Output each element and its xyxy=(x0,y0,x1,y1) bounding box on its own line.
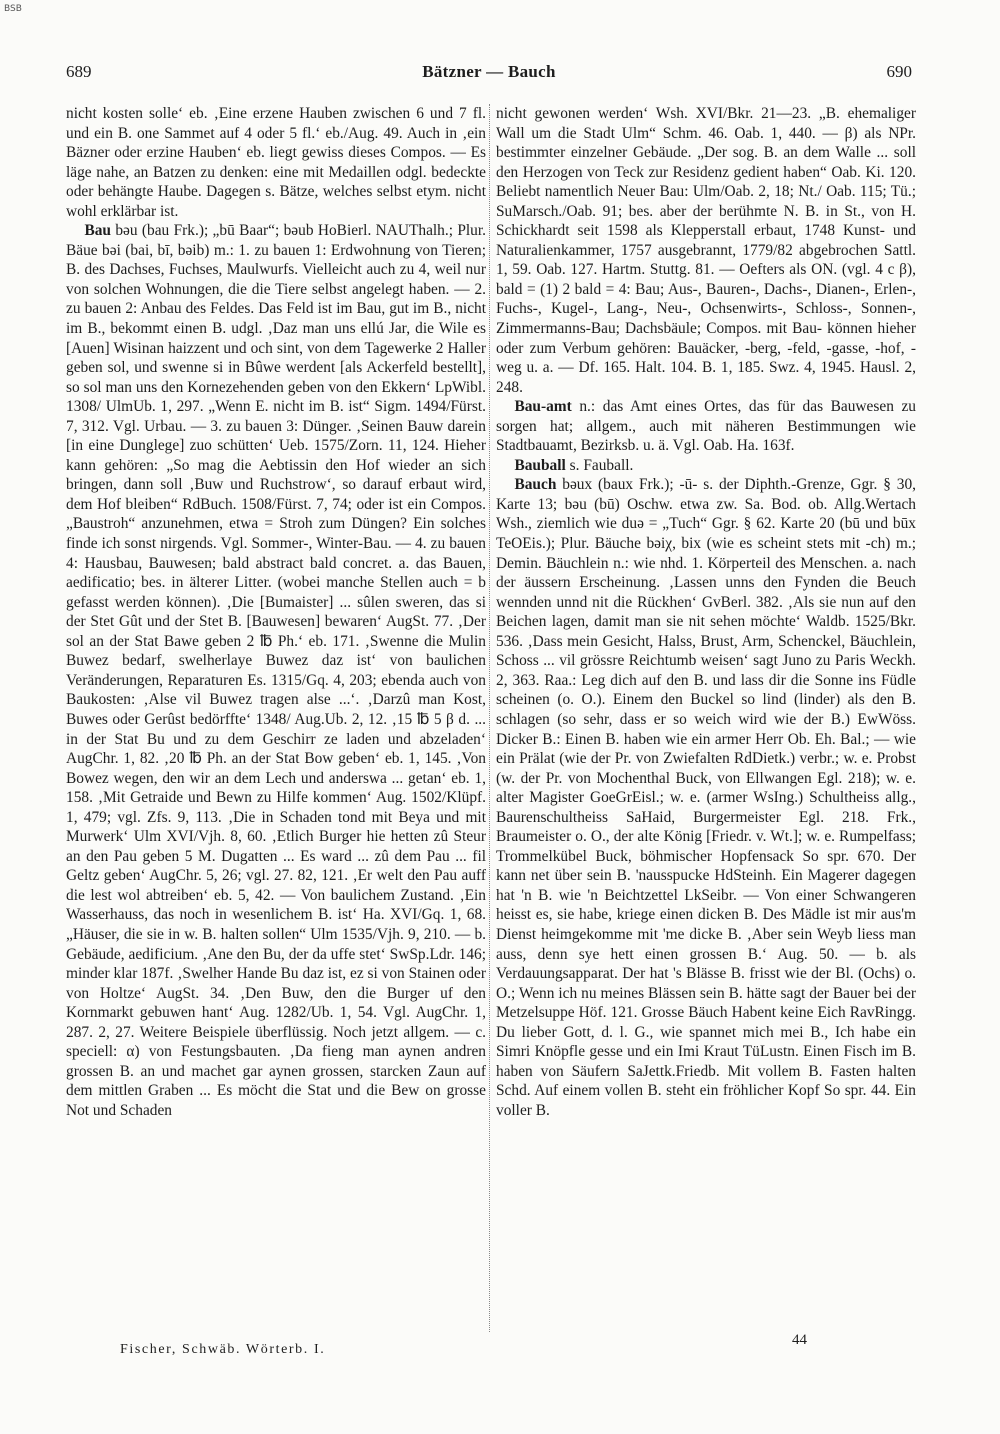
column-left xyxy=(66,104,486,1344)
page-number-right: 690 xyxy=(886,62,912,81)
entry-continuation: nicht kosten solle‘ eb. ‚Eine erzene Hauben zwischen 6 und 7 fl. und ein B. one Sammet auf 4 oder 5 fl.‘ eb./Aug. 49. Auch in ‚ein Bäzner oder erzine Hauben‘ eb. liegt gewiss dieses Compos. — Es läge nahe, an Batzen zu denken: eine mit Medaillen odgl. bedeckte oder behängte Haube. Dagegen s. Bätze, welches selbst etym. nicht wohl erklärbar ist. xyxy=(66,105,486,220)
entry-bauch-text: bəux (baux Frk.); -ū- s. der Diphth.-Grenze, Ggr. § 30, Karte 13; bəu (bū) Oschw. etwa zw. Sa. Bod. ob. Allg.Wertach Wsh., ziemlich wie duə = „Tuch“ Ggr. § 62. Karte 20 (bū und būx TeOEis.); Plur. Bäuche bəiχ, bix (wie es scheint stets mit -ch) m.; Demin. Bäuchlein n.: wie nhd. 1. Körperteil des Menschen. a. nach der äussern Erscheinung. ‚Lassen unns den Fynden die Beuch wennden unnd nit die Rückhen‘ GvBerl. 382. ‚Als sie nun auf den Beichen lagen, damit man sie nit sehen möchte‘ Waldb. 1525/Bkr. 536. ‚Dass mein Gesicht, Halss, Brust, Arm, Schenckel, Bäuchlein, Schoss ... vil grössre Reichtumb weisen‘ sagt Juno zu Paris Weckh. 2, 363. Raa.: Leg dich auf den B. und lass dir die Sonne ins Füdle scheinen (o. O.). Einem den Buckel so lind (linder) als den B. schlagen (so sehr, dass er so weich wird wie der B.) EwWöss. Dicker B.: Einen B. haben wie ein armer Herr Ob. Eh. Bal.; — wie ein Prälat (wie der Pr. von Zwiefalten RdDietk.) verbr.; w. e. Probst (w. der Pr. von Mochenthal Buck, von Ellwangen Egl. 218); w. e. alter Magister GoeGrEisl.; w. e. (armer WsIng.) Schultheiss allg., Baurenschultheiss SaHaid, Burgermeister Egl. 218. Frk., Braumeister o. O., der alte König [Friedr. v. Wt.]; w. e. Rumpelfass; Trommelkübel Buck, böhmischer Hopfensack So spr. 670. Der kann net über sein B. 'nausspucke HdSteinh. Ein Magerer dagegen hat 'n B. wie 'n Beichtzettel LkSeibr. — Von einer Schwangeren heisst es, sie habe, kriege einen dicken B. Des Mädle ist mir aus'm Dienst heimgekomme mit 'me dicke B. ‚Aber sein Weyb liess man auss, denn sye hett einen grossen B.‘ Aug. 50. — b. als Verdauungsapparat. Der hat 's Blässe B. frisst wie der Bl. (Ochs) o. O.; Wenn ich nu meines Blässen sein B. hätte sagt der Bauer bei der Metzelsuppe Höf. 121. Grosse Bäuch Habent keine Eich RavRingg. Du lieber Gott, d. l. G., wie spannet mich mei B., Ich habe ein Simri Knöpfle gesse und ein Imi Kraut TüLustn. Einen Fisch im B. haben von Säufern SaJettk.Friedb. Mit vollem B. Fasten halten Schd. Auf einem vollen B. steht ein fröhlicher Kopf So spr. 44. Ein voller B. xyxy=(496,476,916,1119)
lemma-bauball: Bauball xyxy=(514,456,566,474)
entry-bauch xyxy=(496,475,916,1120)
lemma-bau: Bau xyxy=(84,222,111,240)
column-right xyxy=(496,104,916,1344)
page-number-left: 689 xyxy=(66,62,92,81)
footer-signature-number: 44 xyxy=(792,1332,807,1348)
entry-bau xyxy=(66,221,486,1120)
entry-bau-amt xyxy=(496,397,916,456)
entry-bau-amt-text: n.: das Amt eines Ortes, das für das Bauwesen zu sorgen hat; allgem., auch mit näheren Bestimmungen wie Stadtbauamt, Bezirksb. u. ä. Vgl. Oab. Ha. 163f. xyxy=(496,398,916,455)
entry-continuation-right: nicht gewonen werden‘ Wsh. XVI/Bkr. 21—23. „B. ehemaliger Wall um die Stadt Ulm“ Schm. 46. Oab. 1, 440. — β) als NPr. bestimmter einzelner Gebäude. „Der sog. B. an dem Walle ... soll den Herzogen von Teck zur Residenz gedient haben“ Oab. Ki. 120. Beliebt namentlich Neuer Bau: Ulm/Oab. 2, 18; Nt./ Oab. 115; Tü.; SuMarsch./Oab. 91; bes. aber der berühmte N. B. in St., von H. Schickhardt seit 1598 als Klepperstall erbaut, 1748 Kunst- und Naturalienkammer, 1757 ausgebrannt, 1779/82 abgebrochen Sattl. 1, 59. Oab. 127. Hartm. Stuttg. 81. — Oefters als ON. (vgl. 4 c β), bald = (1) 2 bald = 4: Bau; Aus-, Bauren-, Dachs-, Dianen-, Erlen-, Fuchs-, Kugel-, Lang-, Neu-, Ochsenwirts-, Schloss-, Sonnen-, Zimmermanns-Bau; Dachsbäule; Compos. mit Bau- können hieher oder zum Verbum gehören: Bauäcker, -berg, -feld, -gasse, -hof, -weg u. a. — Df. 165. Halt. 104. B. 1, 185. Swz. 4, 1945. Hausl. 2, 248. xyxy=(496,105,916,396)
column-divider xyxy=(489,104,490,1332)
library-stamp: BSB xyxy=(4,4,22,14)
running-title: Bätzner — Bauch xyxy=(422,62,556,81)
entry-bau-text: bəu (bau Frk.); „bū Baar“; bəub HoBierl. NAUThalh.; Plur. Bäue bəi (bai, bī, bəib) m.: 1. zu bauen 1: Erdwohnung von Tieren; B. des Dachses, Fuchses, Maulwurfs. Vielleicht auch zu 4, weil nur von solchen Wohnungen, die die Tiere selbst angelegt haben. — 2. zu bauen 2: Anbau des Feldes. Das Feld ist im Bau, gut im B., nicht im B., bekommt einen B. udgl. ‚Daz man uns ellú Jar, die Wile es [Auen] Wisinan haizzent und och sint, von dem Tagewerke 2 Haller geben sol, und swenne si in Bûwe werdent [als Ackerfeld bestellt], so sol man uns den Kornezehenden geben von den Ekkern‘ LpWibl. 1308/ UlmUb. 1, 297. „Wenn E. nicht im B. ist“ Sigm. 1494/Fürst. 7, 312. Vgl. Urbau. — 3. zu bauen 3: Dünger. ‚Seinen Bauw darein [in eine Dunglege] zuo schütten‘ Ueb. 1575/Zorn. 11, 124. Hieher kann gehören: „So mag die Aebtissin den Hof wieder an sich bringen, dann soll ‚Buw und Ruchstrow‘, so darauf erbaut wird, dem Hof bleiben“ RdBuch. 1508/Fürst. 7, 74; oder ist ein Compos. „Baustroh“ anzunehmen, etwa = Stroh zum Düngen? Ein solches finde ich sonst nirgends. Vgl. Sommer-, Winter-Bau. — 4. zu bauen 4: Hausbau, Bauwesen; bald abstract bald concret. a. das Bauen, aedificatio; bes. in älterer Litter. (wobei manche Stellen auch = b gefasst werden können). ‚Die [Bumaister] ... sûlen sweren, das si der Stet Gût und der Stet B. [Bauwesen] bewaren‘ AugSt. 77. ‚Der sol an der Stat Bawe geben 2 ℔ Ph.‘ eb. 171. ‚Swenne die Mulin Buwez bedarf, swelherlaye Buwez daz ist‘ von baulichen Veränderungen, Reparaturen Es. 1315/Gq. 4, 203; ebenda auch von Baukosten: ‚Alse vil Buwez tragen alse ...‘. ‚Darzû man Kost, Buwes oder Gerûst bedörffte‘ 1348/ Aug.Ub. 2, 12. ‚15 ℔ 5 β d. ... in der Stat Bu und zu dem Geschirr ze laden und abzeladen‘ AugChr. 1, 82. ‚20 ℔ Ph. an der Stat Bow geben‘ eb. 1, 145. ‚Von Bowez wegen, den wir an dem Lech und anderswa ... getan‘ eb. 1, 158. ‚Mit Getraide und Bewn zu Hilfe kommen‘ Aug. 1502/Klüpf. 1, 479; vgl. Zfs. 9, 113. ‚Die in Schaden tond mit Beya und mit Murwerk‘ Ulm XVI/Vjh. 8, 60. ‚Etlich Burger hie hetten zû Steur an den Pau geben 5 M. Dugatten ... Es ward ... zû dem Pau ... fil Geltz geben‘ AugChr. 5, 26; vgl. 27. 82, 121. ‚Er welt den Pau auff die lest wol abtreiben‘ eb. 5, 42. — Von baulichem Zustand. ‚Ein Wasserhauss, das noch in wesenlichem B. ist‘ Ha. XVI/Gq. 1, 68. „Häuser, die sie in w. B. halten sollen“ Ulm 1535/Vjh. 9, 210. — b. Gebäude, aedificium. ‚Ane den Bu, der da uffe stet‘ SwSp.Ldr. 146; minder klar 187f. ‚Swelher Hande Bu daz ist, ez si von Stainen oder von Holtze‘ AugSt. 34. ‚Den Buw, den die Burger uf den Kornmarkt gebuwen hant‘ Aug. 1282/Ub. 1, 54. Vgl. AugChr. 1, 287. 2, 27. Weitere Beispiele überflüssig. Noch jetzt allgem. — c. speciell: α) von Festungsbauten. ‚Da fieng man aynen andren grossen B. an und machet gar aynen grossen, starcken Zaun auf dem mittlen Graben ... Es möcht die Stat und die Bew on grosse Not und Schaden xyxy=(66,222,486,1119)
lemma-bau-amt: Bau-amt xyxy=(514,398,572,416)
page-header xyxy=(66,62,912,88)
footer-source: Fischer, Schwäb. Wörterb. I. xyxy=(120,1342,326,1357)
entry-bauball-text: s. Fauball. xyxy=(565,456,634,474)
lemma-bauch: Bauch xyxy=(514,476,557,494)
entry-bauball xyxy=(496,456,916,476)
